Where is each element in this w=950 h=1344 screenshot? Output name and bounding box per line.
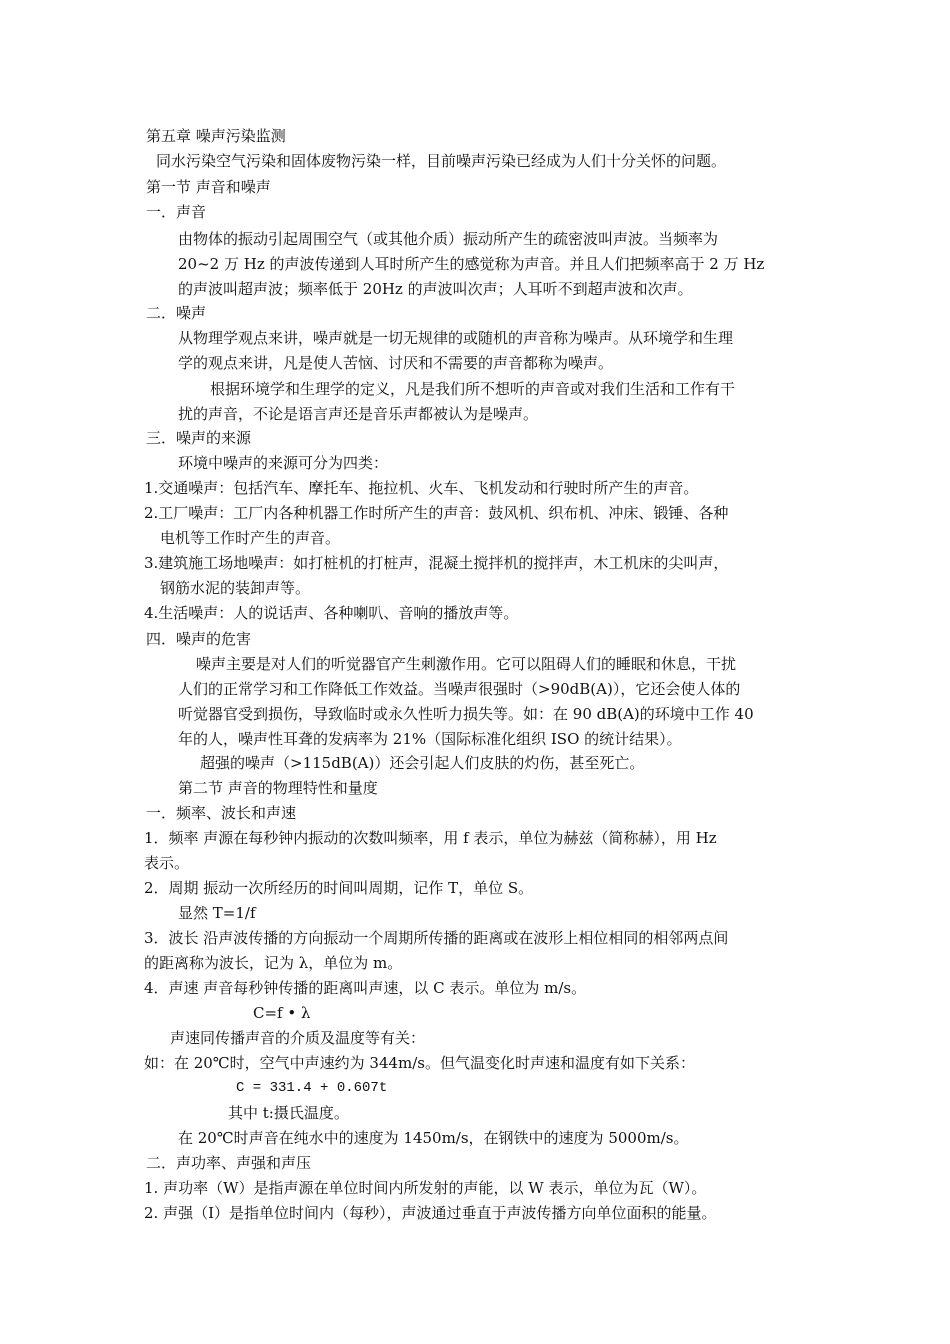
sound-line: 20~2 万 Hz 的声波传递到人耳时所产生的感觉称为声音。并且人们把频率高于 2 万 Hz	[178, 255, 765, 273]
speed-example: 如：在 20℃时，空气中声速约为 344m/s。但气温变化时声速和温度有如下关系：	[144, 1054, 696, 1072]
harm-line: 超强的噪声（>115dB(A)）还会引起人们皮肤的灼伤，甚至死亡。	[200, 754, 645, 772]
noise-line: 学的观点来讲，凡是使人苦恼、讨厌和不需要的声音都称为噪声。	[178, 354, 614, 372]
source-item-construction-cont: 钢筋水泥的装卸声等。	[160, 579, 311, 597]
frequency-definition-cont: 表示。	[144, 854, 190, 872]
heading-frequency-wavelength-speed: 一．频率、波长和声速	[146, 804, 297, 822]
temperature-formula: C = 331.4 + 0.607t	[236, 1080, 388, 1096]
sound-line: 的声波叫超声波；频率低于 20Hz 的声波叫次声；人耳听不到超声波和次声。	[178, 280, 693, 298]
section-2-title: 第二节 声音的物理特性和量度	[178, 779, 378, 797]
wavelength-definition: 3．波长 沿声波传播的方向振动一个周期所传播的距离或在波形上相位相同的相邻两点间	[144, 929, 729, 947]
temperature-where: 其中 t:摄氏温度。	[228, 1104, 349, 1122]
speed-definition: 4．声速 声音每秒钟传播的距离叫声速，以 C 表示。单位为 m/s。	[144, 979, 587, 997]
source-item-traffic: 1.交通噪声：包括汽车、摩托车、拖拉机、火车、飞机发动和行驶时所产生的声音。	[144, 479, 699, 497]
sources-intro: 环境中噪声的来源可分为四类：	[178, 454, 389, 472]
noise-line: 根据环境学和生理学的定义，凡是我们所不想听的声音或对我们生活和工作有干	[210, 380, 736, 398]
heading-noise: 二．噪声	[146, 304, 207, 322]
harm-line: 听觉器官受到损伤，导致临时或永久性听力损失等。如：在 90 dB(A)的环境中工作 40	[178, 705, 754, 723]
harm-line: 噪声主要是对人们的听觉器官产生刺激作用。它可以阻碍人们的睡眠和休息，干扰	[196, 655, 737, 673]
speed-dependency: 声速同传播声音的介质及温度等有关：	[170, 1029, 426, 1047]
frequency-definition: 1．频率 声源在每秒钟内振动的次数叫频率，用 f 表示，单位为赫兹（简称赫），用 Hz	[144, 829, 717, 847]
heading-power-intensity-pressure: 二．声功率、声强和声压	[146, 1154, 312, 1172]
harm-line: 人们的正常学习和工作降低工作效益。当噪声很强时（>90dB(A)），它还会使人体的	[178, 680, 741, 698]
heading-harm: 四．噪声的危害	[146, 630, 252, 648]
intro-paragraph: 同水污染空气污染和固体废物污染一样，目前噪声污染已经成为人们十分关怀的问题。	[156, 152, 727, 170]
harm-line: 年的人，噪声性耳聋的发病率为 21%（国际标准化组织 ISO 的统计结果）。	[178, 730, 682, 748]
heading-sources: 三．噪声的来源	[146, 429, 252, 447]
section-1-title: 第一节 声音和噪声	[146, 178, 271, 196]
speed-formula: C=f • λ	[253, 1004, 311, 1022]
sound-line: 由物体的振动引起周围空气（或其他介质）振动所产生的疏密波叫声波。当频率为	[178, 230, 719, 248]
sound-power-definition: 1. 声功率（W）是指声源在单位时间内所发射的声能，以 W 表示，单位为瓦（W）。	[144, 1179, 707, 1197]
sound-intensity-definition: 2. 声强（I）是指单位时间内（每秒），声波通过垂直于声波传播方向单位面积的能量。	[144, 1204, 717, 1222]
heading-sound: 一．声音	[146, 203, 207, 221]
source-item-factory-cont: 电机等工作时产生的声音。	[160, 529, 341, 547]
source-item-factory: 2.工厂噪声：工厂内各种机器工作时所产生的声音：鼓风机、织布机、冲床、锻锤、各种	[144, 504, 729, 522]
chapter-title: 第五章 噪声污染监测	[146, 127, 286, 145]
source-item-construction: 3.建筑施工场地噪声：如打桩机的打桩声，混凝土搅拌机的搅拌声，木工机床的尖叫声，	[144, 554, 729, 572]
water-steel-speed: 在 20℃时声音在纯水中的速度为 1450m/s，在钢铁中的速度为 5000m/s。	[178, 1129, 689, 1147]
source-item-living: 4.生活噪声：人的说话声、各种喇叭、音响的播放声等。	[144, 604, 519, 622]
noise-line: 从物理学观点来讲，噪声就是一切无规律的或随机的声音称为噪声。从环境学和生理	[178, 329, 734, 347]
period-formula: 显然 T=1/f	[178, 904, 256, 922]
wavelength-definition-cont: 的距离称为波长，记为 λ，单位为 m。	[144, 954, 403, 972]
noise-line: 扰的声音，不论是语言声还是音乐声都被认为是噪声。	[178, 405, 539, 423]
period-definition: 2．周期 振动一次所经历的时间叫周期，记作 T，单位 S。	[144, 879, 534, 897]
